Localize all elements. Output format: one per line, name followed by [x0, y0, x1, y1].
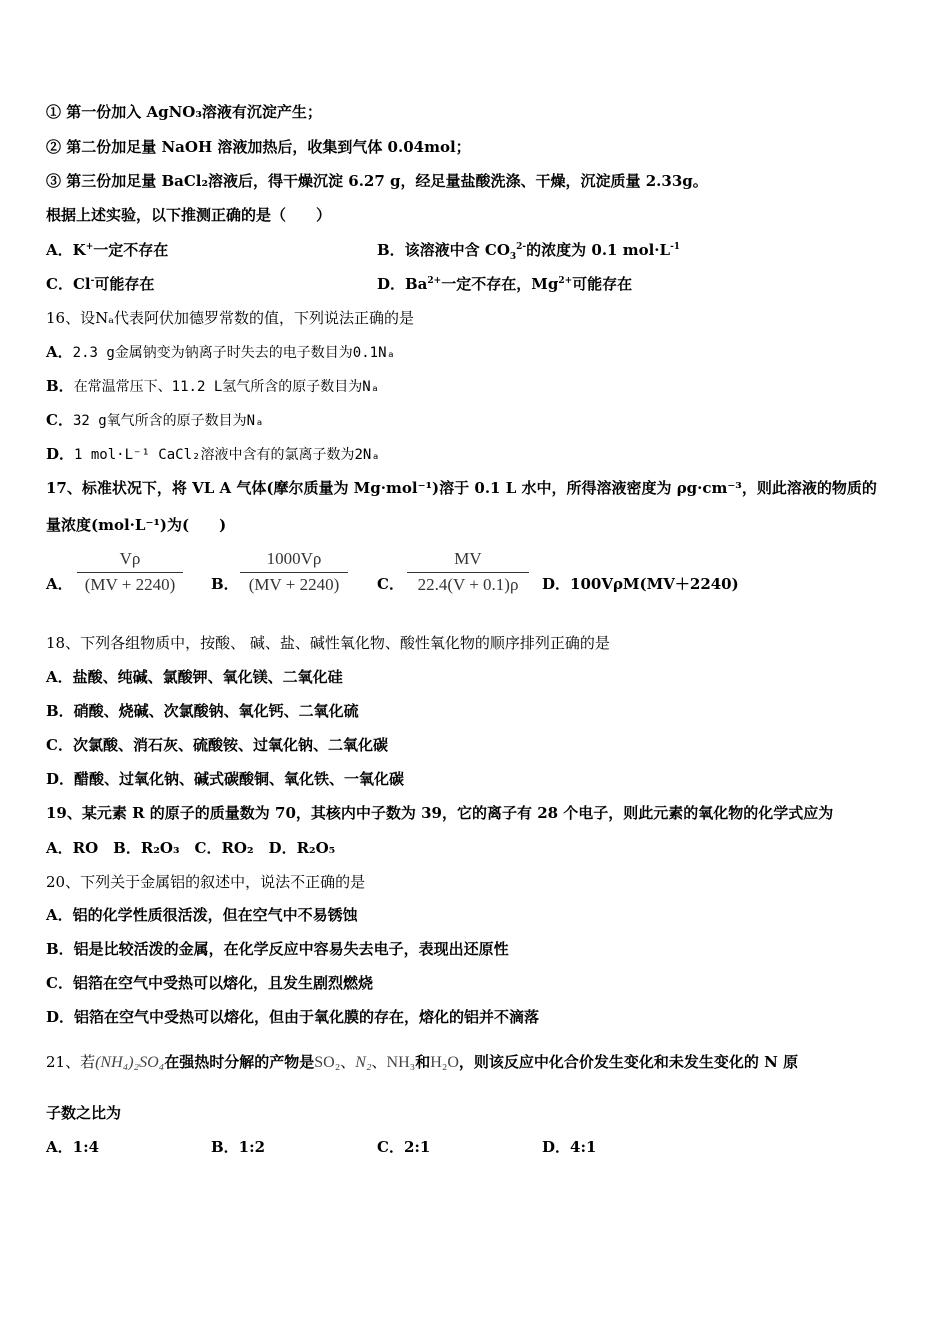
q15-option-b: B．该溶液中含 $CO_3^{2-}$的浓度为 0.1 $mol\cdot L^{-1}$ — [377, 241, 681, 262]
q15-step1: ① 第一份加入 AgNO₃溶液有沉淀产生； — [46, 103, 322, 121]
product-h2o: H₂O — [430, 1054, 459, 1071]
fraction-denominator: 22.4(V + 0.1)ρ — [417, 575, 519, 594]
q16-option-b: B．在常温常压下、11.2 L氢气所含的原子数目为Nₐ — [46, 377, 380, 395]
q17-stem-line2: 量浓度(mol·L⁻¹)为( ) — [46, 516, 227, 534]
q16-option-a: A．2.3 g金属钠变为钠离子时失去的电子数目为0.1Nₐ — [46, 343, 395, 361]
q21-option-b: B．1:2 — [211, 1138, 266, 1156]
q17-option-a-label: A． — [46, 575, 73, 593]
q16-option-d: D．1 mol·L⁻¹ CaCl₂溶液中含有的氯离子数为2Nₐ — [46, 445, 380, 463]
q17-stem-line1: 17、标准状况下，将 VL A 气体(摩尔质量为 Mg·mol⁻¹)溶于 0.1 L 水中，所得溶液密度为 ρg·cm⁻³，则此溶液的物质的 — [46, 479, 877, 497]
q18-option-b: B．硝酸、烧碱、次氯酸钠、氧化钙、二氧化硫 — [46, 702, 359, 720]
q20-option-d: D．铝箔在空气中受热可以熔化，但由于氧化膜的存在，熔化的铝并不滴落 — [46, 1008, 540, 1026]
fraction-denominator: (MV + 2240) — [248, 575, 340, 594]
q18-option-c: C．次氯酸、消石灰、硫酸铵、过氧化钠、二氧化碳 — [46, 736, 388, 754]
q17-option-b-fraction — [240, 549, 348, 595]
q17-option-a-fraction — [77, 549, 183, 595]
q19-stem: 19、某元素 R 的原子的质量数为 70，其核内中子数为 39，它的离子有 28 个电子，则此元素的氧化物的化学式应为 — [46, 804, 834, 822]
product-n2: N₂ — [355, 1054, 372, 1071]
fraction-denominator: (MV + 2240) — [84, 575, 176, 594]
q17-option-c-label: C． — [377, 575, 404, 593]
product-so2: SO₂ — [314, 1054, 341, 1071]
q18-stem: 18、下列各组物质中，按酸、 碱、盐、碱性氧化物、酸性氧化物的顺序排列正确的是 — [46, 634, 610, 652]
product-nh3: NH₃ — [386, 1054, 416, 1071]
q17-option-d: D．100VρM(MV＋2240) — [542, 575, 739, 593]
q15-stem: 根据上述实验，以下推测正确的是（ ） — [46, 206, 332, 224]
q20-option-b: B．铝是比较活泼的金属，在化学反应中容易失去电子，表现出还原性 — [46, 940, 509, 958]
fraction-numerator: MV — [454, 549, 482, 568]
q21-option-a: A．1:4 — [46, 1138, 100, 1156]
q16-stem: 16、设Nₐ代表阿伏加德罗常数的值，下列说法正确的是 — [46, 309, 415, 327]
q16-option-c: C．32 g氧气所含的原子数目为Nₐ — [46, 411, 264, 429]
q21-option-d: D．4:1 — [542, 1138, 597, 1156]
q17-option-b-label: B． — [211, 575, 239, 593]
q15-step3: ③ 第三份加足量 BaCl₂溶液后，得干燥沉淀 6.27 g，经足量盐酸洗涤、干燥，沉淀质量 2.33g。 — [46, 172, 708, 190]
q15-option-a: A．K+一定不存在 — [46, 241, 169, 259]
q15-option-d: D．$Ba^{2+}$一定不存在，$Mg^{2+}$可能存在 — [377, 275, 633, 293]
q20-stem: 20、下列关于金属铝的叙述中，说法不正确的是 — [46, 873, 366, 891]
fraction-numerator: 1000Vρ — [266, 549, 322, 568]
q20-option-a: A．铝的化学性质很活泼，但在空气中不易锈蚀 — [46, 906, 358, 924]
ammonium-sulfate-formula: (NH₄)₂SO₄ — [95, 1054, 165, 1071]
q15-option-c: C．Cl-可能存在 — [46, 275, 155, 293]
q20-option-c: C．铝箔在空气中受热可以熔化，且发生剧烈燃烧 — [46, 974, 373, 992]
q18-option-a: A．盐酸、纯碱、氯酸钾、氧化镁、二氧化硅 — [46, 668, 343, 686]
q21-stem-line2: 子数之比为 — [46, 1104, 122, 1122]
q18-option-d: D．醋酸、过氧化钠、碱式碳酸铜、氧化铁、一氧化碳 — [46, 770, 405, 788]
q19-options: A．RO B．R₂O₃ C．RO₂ D．R₂O₅ — [46, 839, 336, 857]
fraction-numerator: Vρ — [119, 549, 141, 568]
q15-step2: ② 第二份加足量 NaOH 溶液加热后，收集到气体 0.04mol； — [46, 138, 471, 156]
q21-stem-line1: 21、若(NH₄)₂SO₄在强热时分解的产物是SO₂、N₂、NH₃和H₂O，则该反应中化合价发生变化和未发生变化的 N 原 — [46, 1053, 799, 1071]
q21-option-c: C．2:1 — [377, 1138, 431, 1156]
q17-option-c-fraction — [407, 549, 529, 595]
